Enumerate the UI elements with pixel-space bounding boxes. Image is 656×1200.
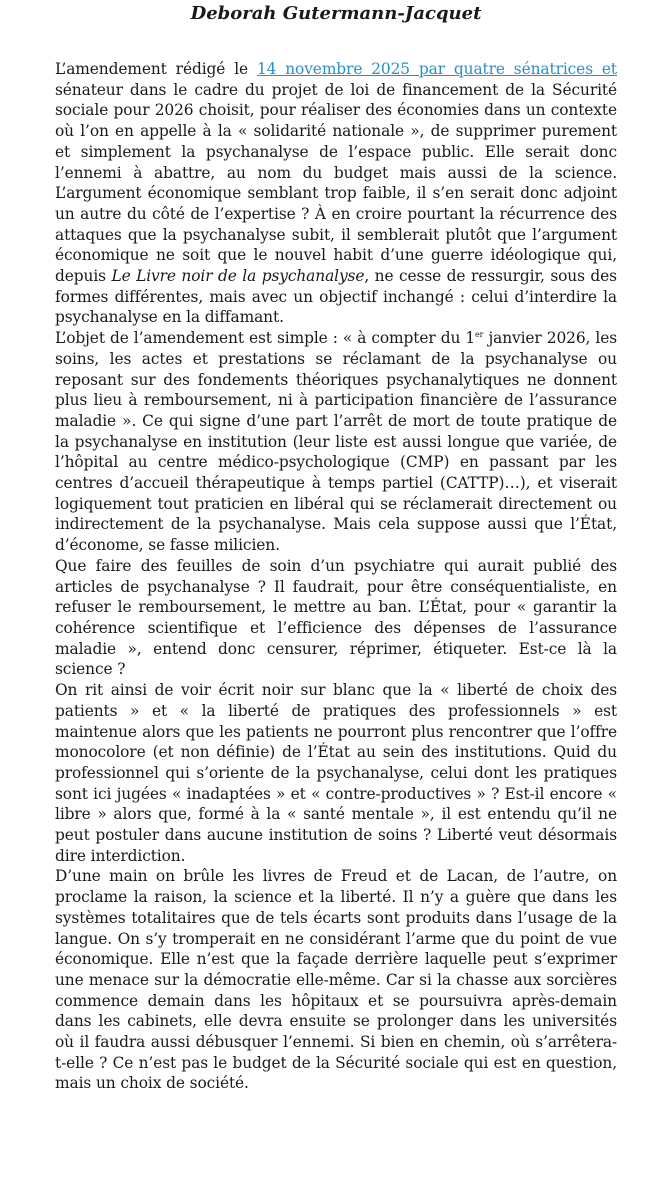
book-title-italic: Le Livre noir de la psychanalyse — [111, 267, 365, 286]
paragraph-3: Que faire des feuilles de soin d’un psychiatre qui aurait publié des articles de psychanalyse ? Il faudrait, pour être conséquentialiste, en refuser le remboursement, le mettre au ban. L’État, pour « garantir la cohérence scientifique et l’efficience des dépenses de l’assurance maladie », entend donc censurer, réprimer, étiqueter. Est-ce là la science ? — [55, 556, 617, 679]
paragraph-1-text-a: L’amendement rédigé le — [55, 60, 257, 78]
paragraph-1 — [55, 59, 617, 328]
paragraph-5: D’une main on brûle les livres de Freud et de Lacan, de l’autre, on proclame la raison, la science et la liberté. Il n’y a guère que dans les systèmes totalitaires que de tels écarts sont produits dans l’usage de la langue. On s’y tromperait en ne considérant l’arme que du point de vue économique. Elle n’est que la façade derrière laquelle peut s’exprimer une menace sur la démocratie elle-même. Car si la chasse aux sorcières commence demain dans les hôpitaux et se poursuivra après-demain dans les cabinets, elle devra ensuite se prolonger dans les universités où il faudra aussi débusquer l’ennemi. Si bien en chemin, où s’arrêtera-t-elle ? Ce n’est pas le budget de la Sécurité sociale qui est en question, mais un choix de société. — [55, 867, 617, 1093]
author-name: Deborah Gutermann-Jacquet — [190, 3, 482, 24]
article-body — [55, 59, 617, 1094]
paragraph-1-text-c: , ne cesse de ressurgir, sous des formes différentes, mais avec un objectif inchangé : celui d’interdire la psychanalyse en la diffamant. — [55, 267, 617, 327]
amendment-date-link[interactable]: 14 novembre 2025 par quatre sénatrices et — [256, 60, 617, 78]
ordinal-superscript: er — [475, 330, 484, 340]
paragraph-4: On rit ainsi de voir écrit noir sur blanc que la « liberté de choix des patients » et « la liberté de pratiques des professionnels » est maintenue alors que les patients ne pourront plus rencontrer que l’offre monocolore (et non définie) de l’État au sein des institutions. Quid du professionnel qui s’oriente de la psychanalyse, celui dont les pratiques sont ici jugées « inadaptées » et « contre-productives » ? Est-il encore « libre » alors que, formé à la « santé mentale », il est entendu qu’il ne peut postuler dans aucune institution de soins ? Liberté veut désormais dire interdiction. — [55, 681, 617, 865]
paragraph-2 — [55, 328, 617, 556]
paragraph-2-text-b: janvier 2026, les soins, les actes et prestations se réclamant de la psychanalyse ou reposant sur des fondements théoriques psychanalytiques ne donnent plus lieu à remboursement, ni à participation financière de l’assurance maladie ». Ce qui signe d’une part l’arrêt de mort de toute pratique de la psychanalyse en institution (leur liste est aussi longue que variée, de l’hôpital au centre médico-psychologique (CMP) en passant par les centres d’accueil thérapeutique à temps partiel (CATTP)…), et viserait logiquement tout praticien en libéral qui se réclamerait directement ou indirectement de la psychanalyse. Mais cela suppose aussi que l’État, d’économe, se fasse milicien. — [55, 329, 617, 555]
paragraph-2-text-a: L’objet de l’amendement est simple : « à compter du 1 — [55, 329, 476, 348]
paragraph-1-text-b: sénateur dans le cadre du projet de loi de financement de la Sécurité sociale pour 2026 choisit, pour réaliser des économies dans un contexte où l’on en appelle à la « solidarité nationale », de supprimer purement et simplement la psychanalyse de l’espace public. Elle serait donc l’ennemi à abattre, au nom du budget mais aussi de la science. L’argument économique semblant trop faible, il s’en serait donc adjoint un autre du côté de l’expertise ? À en croire pourtant la récurrence des attaques que la psychanalyse subit, il semblerait plutôt que l’argument économique ne soit que le nouvel habit d’une guerre idéologique qui, depuis — [55, 80, 617, 286]
